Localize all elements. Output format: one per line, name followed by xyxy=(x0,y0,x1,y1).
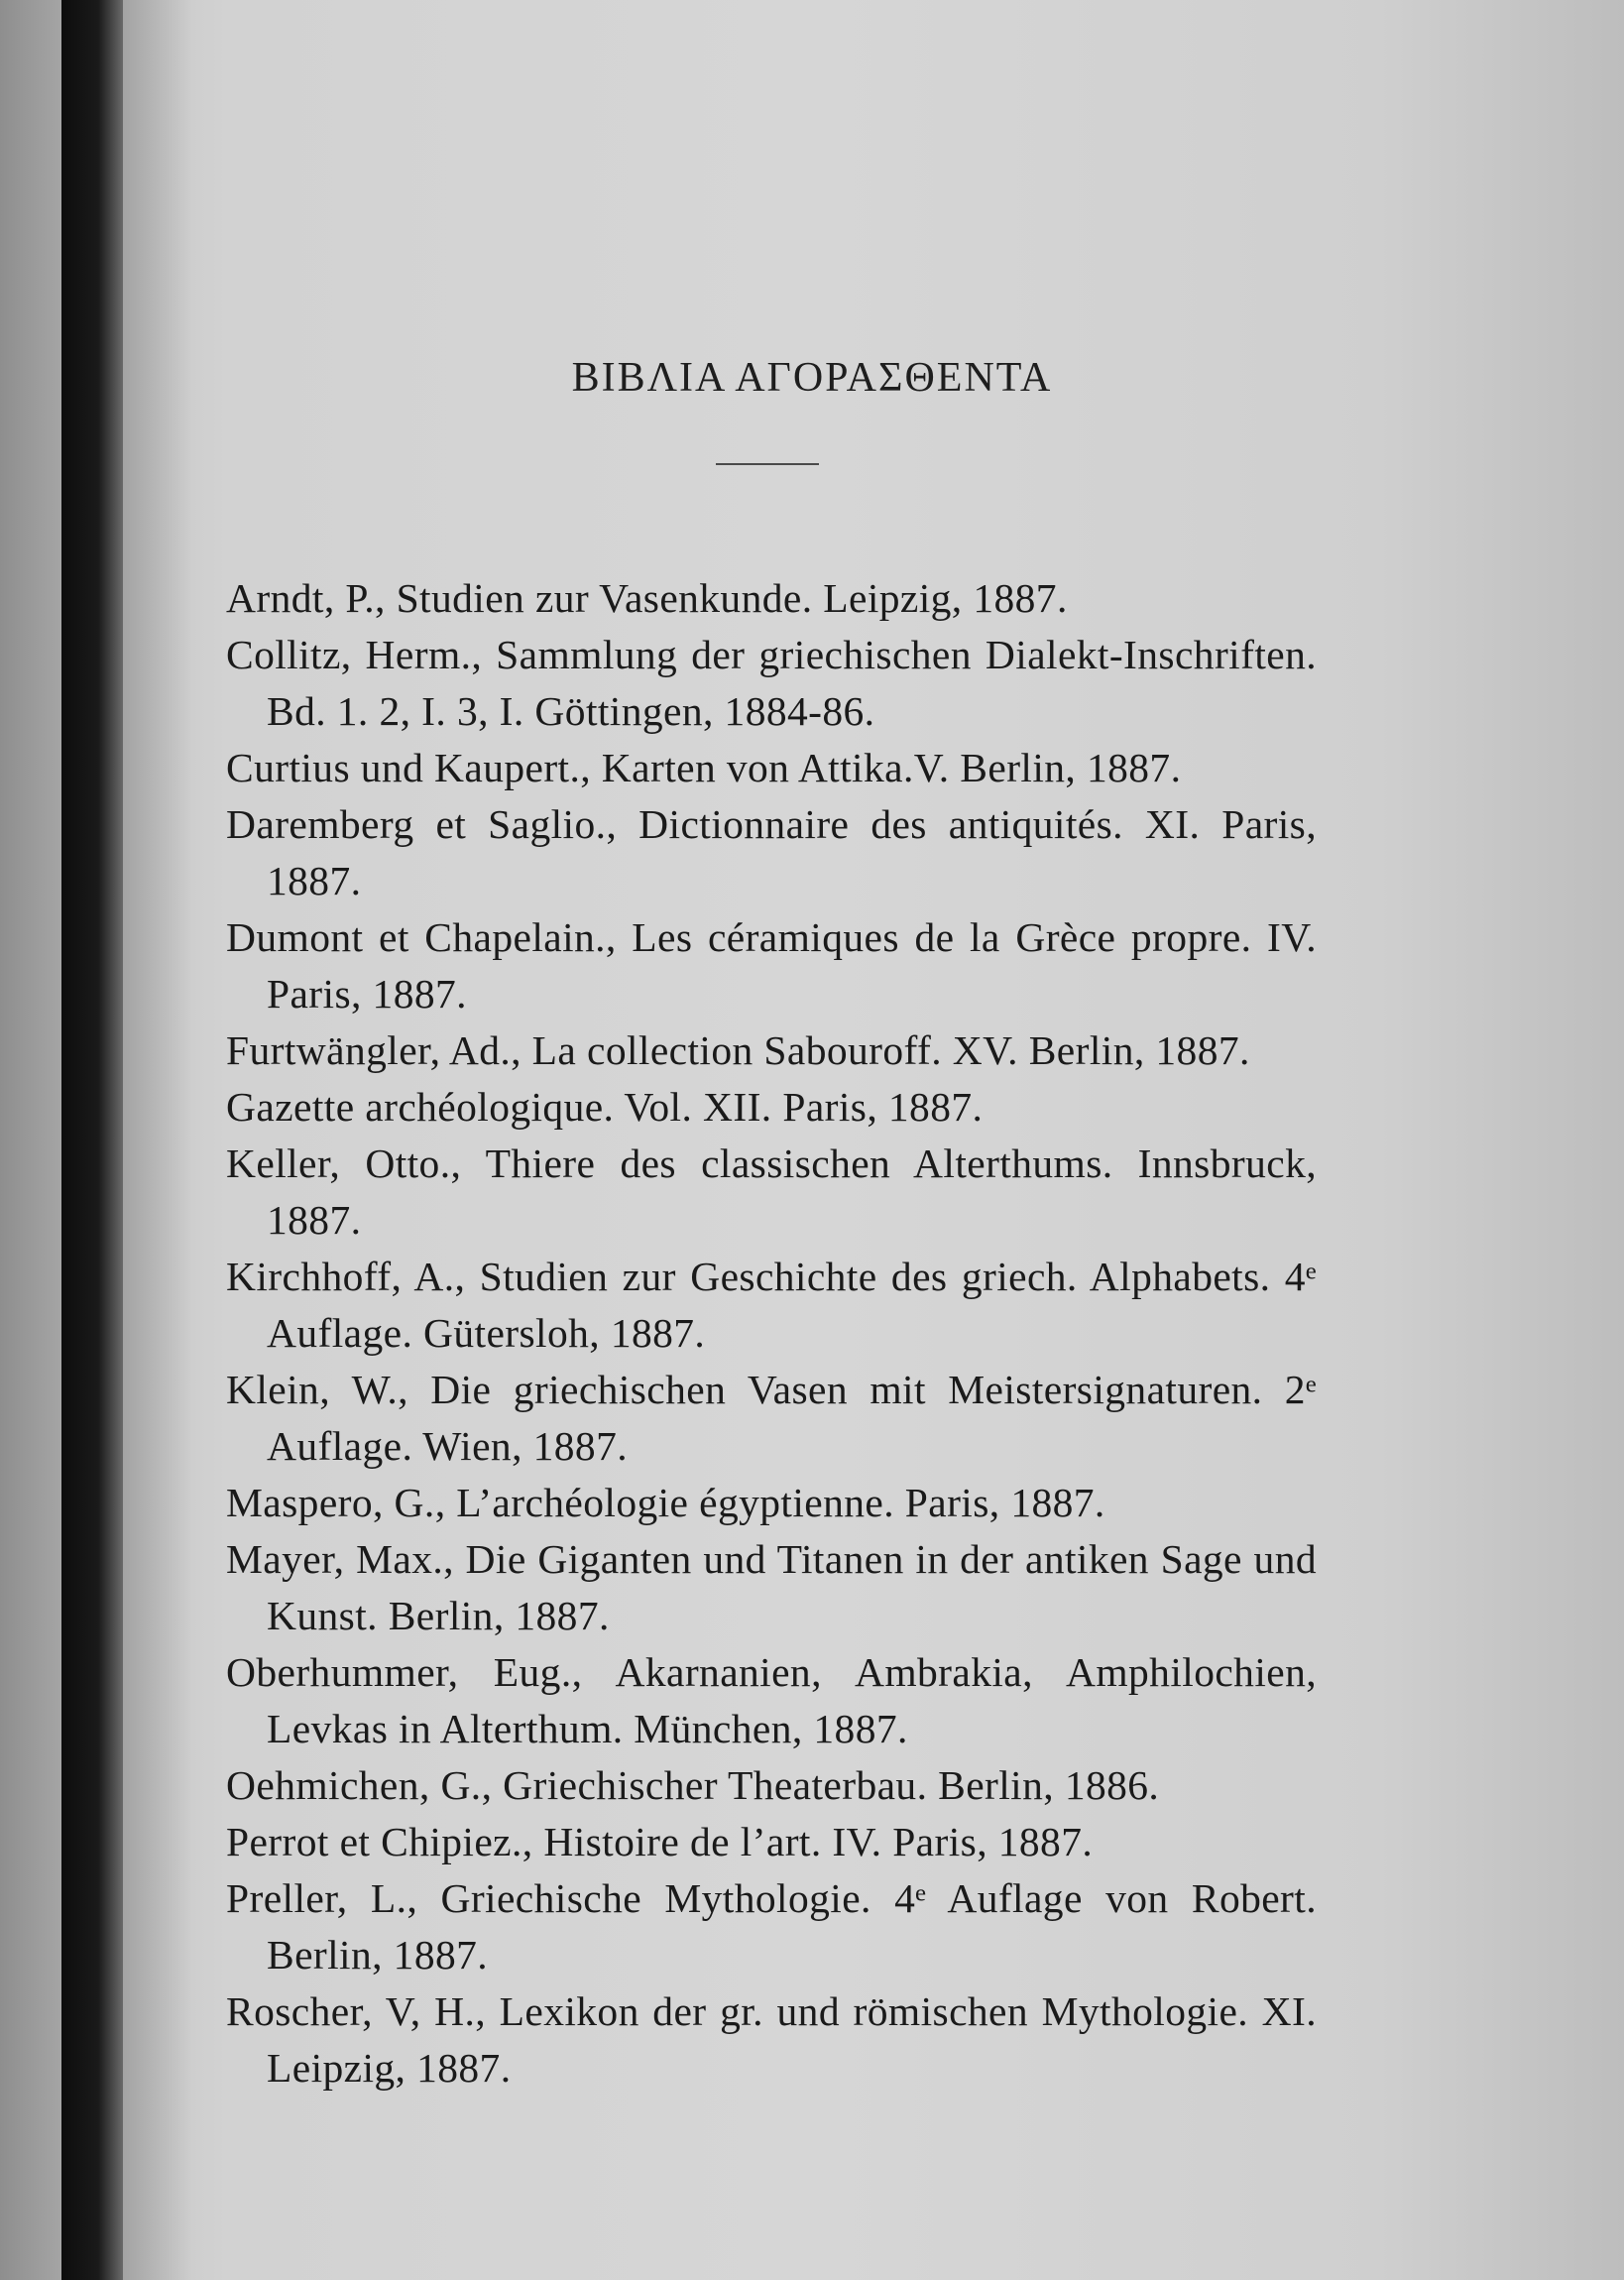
gutter-shadow xyxy=(123,0,192,2280)
list-item: Curtius und Kaupert., Karten von Attika.V. Berlin, 1887. xyxy=(226,745,1182,790)
list-item: Collitz, Herm., Sammlung der griechischen Dialekt-Inschriften. Bd. 1. 2, I. 3, I. Göttingen, 1884-86. xyxy=(226,632,1317,734)
list-item: Oehmichen, G., Griechischer Theaterbau. Berlin, 1886. xyxy=(226,1762,1160,1808)
spine-shadow xyxy=(61,0,123,2280)
list-item: Klein, W., Die griechischen Vasen mit Meistersignaturen. 2ᵉ Auflage. Wien, 1887. xyxy=(226,1367,1317,1469)
list-item: Daremberg et Saglio., Dictionnaire des antiquités. XI. Paris, 1887. xyxy=(226,801,1317,903)
list-item: Gazette archéologique. Vol. XII. Paris, 1887. xyxy=(226,1084,984,1130)
list-item: Roscher, V, H., Lexikon der gr. und römischen Mythologie. XI. Leipzig, 1887. xyxy=(226,1988,1317,2091)
list-item: Furtwängler, Ad., La collection Sabouroff. XV. Berlin, 1887. xyxy=(226,1027,1250,1073)
list-item: Maspero, G., L’archéologie égyptienne. Paris, 1887. xyxy=(226,1480,1105,1525)
list-item: Oberhummer, Eug., Akarnanien, Ambrakia, Amphilochien, Levkas in Alterthum. München, 1887. xyxy=(226,1649,1317,1751)
bibliography-list xyxy=(226,570,1317,2097)
list-item: Dumont et Chapelain., Les céramiques de la Grèce propre. IV. Paris, 1887. xyxy=(226,914,1317,1017)
list-item: Arndt, P., Studien zur Vasenkunde. Leipzig, 1887. xyxy=(226,575,1068,621)
title-divider xyxy=(716,463,819,465)
list-item: Perrot et Chipiez., Histoire de l’art. IV. Paris, 1887. xyxy=(226,1819,1094,1864)
list-item: Preller, L., Griechische Mythologie. 4ᵉ Auflage von Robert. Berlin, 1887. xyxy=(226,1875,1317,1978)
page-title: BIBΛIA AΓOPAΣΘENTA xyxy=(571,355,1053,401)
binding-edge xyxy=(0,0,61,2280)
list-item: Keller, Otto., Thiere des classischen Alterthums. Innsbruck, 1887. xyxy=(226,1140,1317,1243)
list-item: Mayer, Max., Die Giganten und Titanen in der antiken Sage und Kunst. Berlin, 1887. xyxy=(226,1536,1317,1638)
list-item: Kirchhoff, A., Studien zur Geschichte des griech. Alphabets. 4ᵉ Auflage. Gütersloh, 1887. xyxy=(226,1254,1317,1356)
